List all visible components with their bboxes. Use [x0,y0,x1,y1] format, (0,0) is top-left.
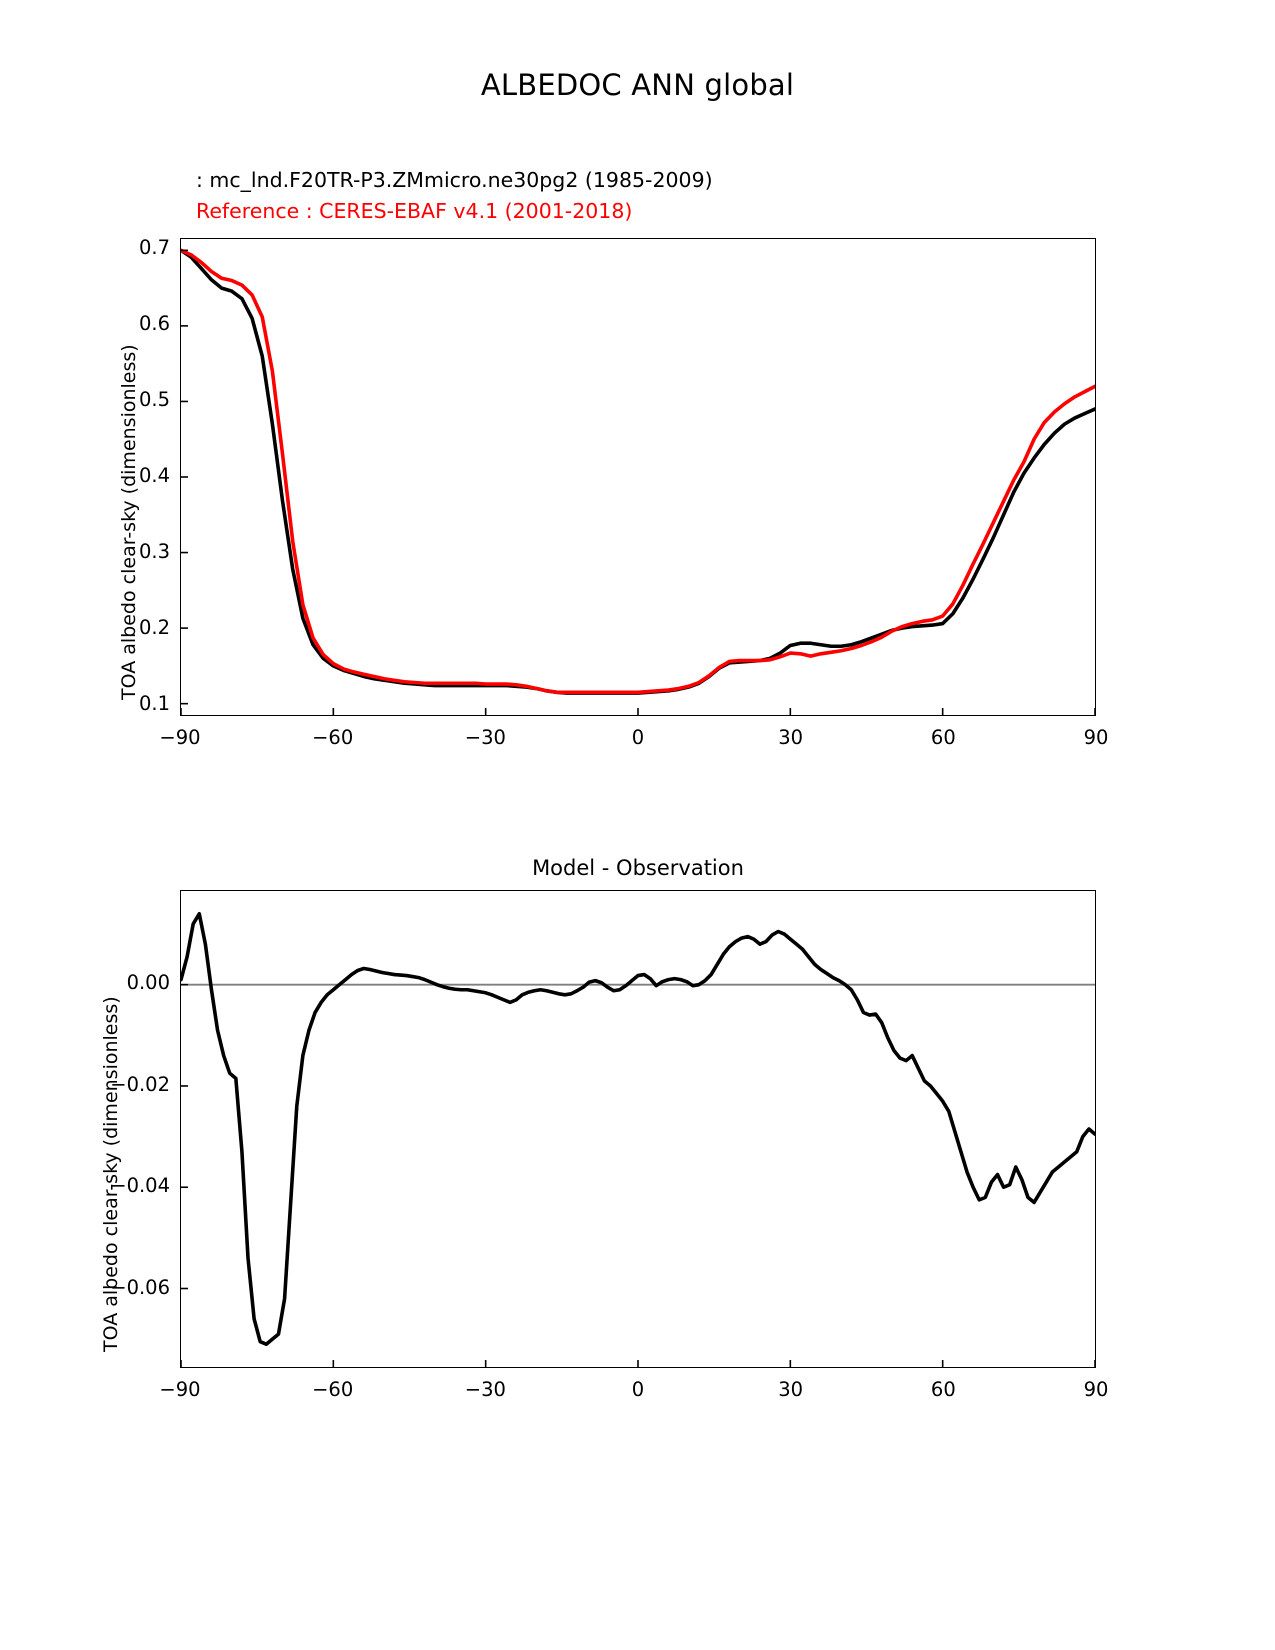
top-y-tick-label: 0.1 [138,691,170,715]
bottom-x-tick-label: 90 [1083,1378,1109,1401]
bottom-y-tick-label: −0.06 [110,1276,170,1300]
bottom-y-tick-label: −0.02 [110,1072,170,1096]
bottom-panel-title: Model - Observation [532,856,744,880]
bottom-x-tick-label: 60 [930,1378,956,1401]
series-line-1 [181,250,1095,692]
top-x-tick-label: 30 [778,726,804,749]
top-x-tick-label: −90 [159,726,201,749]
top-y-tick-label: 0.6 [138,312,170,336]
bottom-x-tick-label: −90 [159,1378,201,1401]
legend [196,165,713,227]
bottom-y-tick-label: −0.04 [110,1174,170,1198]
bottom-x-tick-label: 30 [778,1378,804,1401]
legend-model-label: : mc_lnd.F20TR-P3.ZMmicro.ne30pg2 (1985-2009) [196,168,713,192]
bottom-panel-axes [180,890,1096,1368]
top-y-tick-label: 0.7 [138,236,170,260]
bottom-panel-plot [181,891,1095,1367]
bottom-y-tick-label: 0.00 [126,971,170,995]
bottom-x-tick-label: −30 [464,1378,506,1401]
bottom-x-tick-label: 0 [631,1378,645,1401]
legend-reference-label: Reference : CERES-EBAF v4.1 (2001-2018) [196,199,633,223]
top-y-tick-label: 0.4 [138,464,170,487]
figure-title: ALBEDOC ANN global [480,68,795,102]
series-line-0 [181,914,1095,1344]
top-x-tick-label: −30 [464,726,506,749]
top-panel-ylabel: TOA albedo clear-sky (dimensionless) [118,344,140,700]
series-line-0 [181,250,1095,693]
bottom-panel-ylabel: TOA albedo clear-sky (dimensionless) [100,996,122,1352]
top-x-tick-label: 60 [930,726,956,749]
top-panel-axes [180,238,1096,716]
top-y-tick-label: 0.3 [138,539,170,563]
top-x-tick-label: 0 [631,726,645,749]
bottom-x-tick-label: −60 [312,1378,354,1401]
top-y-tick-label: 0.2 [138,615,170,639]
top-panel-plot [181,239,1095,715]
top-x-tick-label: −60 [312,726,354,749]
top-y-tick-label: 0.5 [138,388,170,412]
top-x-tick-label: 90 [1083,726,1109,749]
